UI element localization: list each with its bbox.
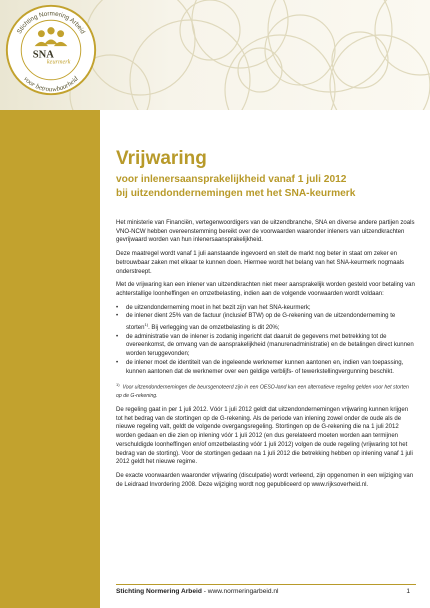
page-subtitle-line2: bij uitzendondernemingen met het SNA-keurmerk — [116, 188, 356, 199]
footer-separator: - — [201, 588, 208, 595]
logo-brand-name: SNA — [32, 49, 54, 61]
list-item: • de uitzendonderneming moet in het bezit zijn van het SNA-keurmerk; — [116, 304, 416, 313]
sna-logo — [3, 2, 99, 98]
page-title: Vrijwaring — [116, 148, 207, 169]
paragraph-transition: De regeling gaat in per 1 juli 2012. Vóór 1 juli 2012 geldt dat uitzendondernemingen vrijwaring kunnen krijgen tot het bedrag van de stortingen op de G-rekening. Als de periode van inlening zowel onder de oude als de nieuwe regeling valt, geldt de volgende overgangsregeling. Stortingen op de G-rekening die na 1 juli 2012 worden gedaan en die zien op inlening vóór 1 juli 2012 (en dus gerelateerd moeten worden aan termijnen verschuldigde loonheffingen en/of omzetbelasting vóór 1 juli 2012) volgen de oude regeling (vrijwaring tot het bedrag van de storting). Voor de stortingen gedaan na 1 juli 2012 die betrekking hebben op inlening vanaf 1 juli 2012 geldt het nieuwe regime. — [116, 407, 413, 466]
list-item: • de inlener moet de identiteit van de ingeleende werknemer kunnen aantonen en, indien van toepassing, kunnen aantonen dat de werknemer over een geldige verblijfs- of tewerkstellingvergunning beschikt. — [116, 359, 416, 376]
footnote-marker: 1) — [116, 382, 120, 388]
page-footer — [116, 588, 416, 595]
footnote — [116, 381, 416, 400]
footer-website-link[interactable]: www.normeringarbeid.nl — [207, 588, 279, 595]
logo-ring-top-text: Stichting Normering Arbeid — [15, 10, 87, 36]
footnote-ref: 1) — [144, 322, 149, 328]
footer-org: Stichting Normering Arbeid — [116, 588, 202, 595]
logo-brand-mark: keurmerk — [46, 58, 71, 66]
page-subtitle-line1: voor inlenersaansprakelijkheid vanaf 1 juli 2012 — [116, 174, 347, 185]
logo-ring-bottom-text: voor betrouwbaarheid — [22, 75, 80, 94]
paragraph-conditions-intro: Met de vrijwaring kan een inlener van uitzendkrachten niet meer aansprakelijk worden gesteld voor betaling van achterstallige loonheffingen en omzetbelasting, indien aan de volgende voorwaarden wordt voldaan: — [116, 282, 415, 297]
paragraph-conditions-publication: De exacte voorwaarden waaronder vrijwaring (disculpatie) wordt verleend, zijn opgenomen in een wijziging van de Leidraad Invordering 2008. Deze wijziging wordt nog gepubliceerd op www.rijksoverheid.nl. — [116, 472, 414, 488]
side-accent-bar — [0, 110, 100, 608]
document-content — [116, 148, 416, 494]
footer-divider — [116, 584, 416, 585]
page-number: 1 — [406, 588, 410, 595]
list-item: • de administratie van de inlener is zodanig ingericht dat daaruit de gegevens met betrekking tot de overeenkomst, de omvang van de aansprakelijkheid (manurenadministratie) en de betalingen direct kunnen worden teruggevonden; — [116, 333, 416, 359]
paragraph-intro: Het ministerie van Financiën, vertegenwoordigers van de uitzendbranche, SNA en diverse andere partijen zoals VNO-NCW hebben overeenstemming bereikt over de voorwaarden waaronder inleners van uitzendkrachten gevrijwaard worden van hun inlenersaansprakelijkheid. — [116, 220, 415, 244]
footnote-text: Voor uitzendondernemingen die beursgenoteerd zijn in een OESO-land kan een alternatieve regeling gelden voor het storten op de G-rekening. — [116, 385, 409, 399]
paragraph-measure: Deze maatregel wordt vanaf 1 juli aanstaande ingevoerd en stelt de markt nog beter in staat om zeker en betrouwbaar zaken met elkaar te kunnen doen. Hiermee wordt het belang van het SNA-keurmerk nogmaals onderstreept. — [116, 251, 405, 275]
document-body — [116, 219, 416, 489]
list-item: • de inlener dient 25% van de factuur (inclusief BTW) op de G-rekening van de uitzendonderneming te storten$^{1)}$. Bij verlegging van de omzetbelasting is dit 20%; — [116, 312, 416, 332]
conditions-list — [116, 304, 416, 377]
